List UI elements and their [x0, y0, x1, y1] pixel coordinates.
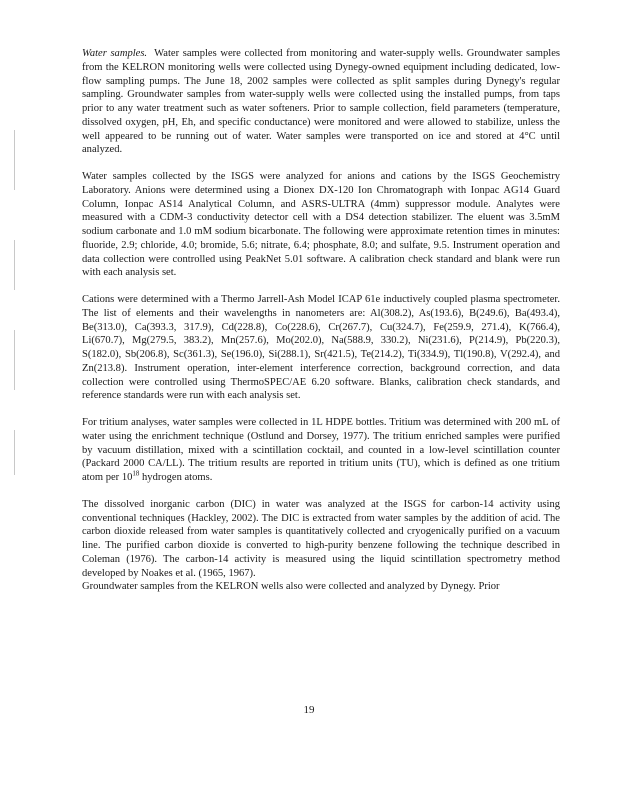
paragraph-text: Water samples were collected from monitoring and water-supply wells. Groundwater samples from the KELRON monitoring wells were collected using Dynegy-owned equipment including dedicated, low-flow sampling pumps. The June 18, 2002 samples were collected as split samples during Dynegy's regular sampling. Groundwater samples from water-supply wells were collected using the installed pumps, from taps prior to any water treatment such as water softeners. Prior to sample collection, field parameters (temperature, dissolved oxygen, pH, Eh, and specific conductance) were monitored and were allowed to stabilize, unless the well appeared to be running out of water. Water samples were transported on ice and stored at 4°C until analyzed. — [82, 48, 560, 156]
paragraph-text: The dissolved inorganic carbon (DIC) in water was analyzed at the ISGS for carbon-14 activity using conventional techniques (Hackley, 2002). The DIC is extracted from water samples by the addition of acid. The carbon dioxide released from water samples is quantitatively collected and cryogenically purified on a vacuum line. The purified carbon dioxide is converted to high-purity benzene following the technique described in Coleman (1976). The carbon-14 activity is measured using the liquid scintillation spectrometry method developed by Noakes et al. (1965, 1967). — [82, 498, 560, 579]
paragraph-text: For tritium analyses, water samples were collected in 1L HDPE bottles. Tritium was determined with 200 mL of water using the enrichment technique (Ostlund and Dorsey, 1977). The tritium enriched samples were purified by vacuum distillation, mixed with a scintillation cocktail, and counted in a low-level scintillation counter (Packard 2000 CA/LL). The tritium results are reported in tritium units (TU), which is defined as one tritium atom per 10 — [82, 417, 560, 483]
paragraph-text: Cations were determined with a Thermo Jarrell-Ash Model ICAP 61e inductively coupled plasma spectrometer. The list of elements and their wavelengths in nanometers are: Al(308.2), As(193.6), B(249.6), Ba(493.4), Be(313.0), Ca(393.3, 317.9), Cd(228.8), Co(228.6), Cr(267.7), Cu(324.7), Fe(259.9, 271.4), K(766.4), Li(670.7), Mg(279.5, 383.2), Mn(257.6), Mo(202.0), Na(588.9, 330.2), Ni(231.6), P(214.9), Pb(220.3), S(182.0), Sb(206.8), Sc(361.3), Se(196.0), Si(288.1), Sr(421.5), Te(214.2), Ti(334.9), Tl(190.8), V(292.4), and Zn(213.8). Instrument operation, inter-element interference correction, background correction, and data collection were controlled using ThermoSPEC/AE 6.20 software. Blanks, calibration check standards, and reference standards were run with each analysis set. — [82, 294, 560, 402]
paragraph-dic — [82, 498, 560, 581]
binding-margin-marks — [14, 130, 20, 530]
paragraph-text: Groundwater samples from the KELRON wells also were collected and analyzed by Dynegy. Prior — [82, 581, 500, 593]
paragraph-text: Water samples collected by the ISGS were analyzed for anions and cations by the ISGS Geochemistry Laboratory. Anions were determined using a Dionex DX-120 Ion Chromatograph with Ionpac AG14 Guard Column, Ionpac AS14 Analytical Column, and ASRS-ULTRA (4mm) suppressor module. Analytes were measured with a CDM-3 conductivity detector cell with a DS4 detection stabilizer. The eluent was 3.5mM sodium carbonate and 1.0 mM sodium bicarbonate. The following were approximate retention times in minutes: fluoride, 2.9; chloride, 4.0; bromide, 5.6; nitrate, 6.4; phosphate, 8.0; and sulfate, 9.5. Instrument operation and data collection were controlled using PeakNet 5.01 software. A calibration check standard and blank were run with each analysis set. — [82, 171, 560, 279]
margin-mark — [14, 330, 15, 390]
paragraph-anions — [82, 170, 560, 280]
margin-mark — [14, 240, 15, 290]
page-number: 19 — [303, 704, 315, 716]
document-body — [82, 47, 560, 594]
paragraph-text: hydrogen atoms. — [139, 472, 213, 483]
margin-mark — [14, 130, 15, 190]
paragraph-tritium — [82, 416, 560, 485]
section-heading: Water samples. — [82, 48, 148, 59]
margin-mark — [14, 430, 15, 475]
paragraph-cations — [82, 293, 560, 403]
exponent: 18 — [132, 469, 140, 478]
paragraph-kelron — [82, 580, 560, 594]
paragraph-water-samples — [82, 47, 560, 157]
